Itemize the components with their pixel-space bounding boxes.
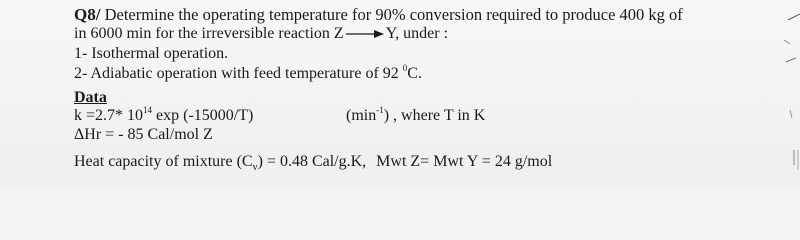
degree-symbol: 0 xyxy=(402,63,408,73)
units-after: ) , where T in K xyxy=(383,107,486,124)
rate-constant-exponent: 14 xyxy=(143,105,153,115)
item-adiabatic xyxy=(74,64,422,83)
rate-constant-prefix: k =2.7* 10 xyxy=(74,107,144,124)
units-before: (min xyxy=(346,107,377,124)
heat-capacity-subscript: v xyxy=(252,162,258,174)
margin-marks-icon xyxy=(760,0,800,188)
units-exponent: -1 xyxy=(376,105,384,115)
rate-constant-suffix: exp (-15000/T) xyxy=(152,107,254,124)
adiabatic-unit: C. xyxy=(407,65,422,82)
reaction-text-before: in 6000 min for the irreversible reaction Z xyxy=(74,25,344,42)
rate-constant-units xyxy=(346,106,485,125)
heat-capacity-after: ) = 0.48 Cal/g.K, xyxy=(257,153,367,170)
item-isothermal: 1- Isothermal operation. xyxy=(74,45,229,62)
adiabatic-text: 2- Adiabatic operation with feed temperature of 92 xyxy=(74,65,403,82)
heat-capacity-before: Heat capacity of mixture (C xyxy=(74,153,253,170)
rate-constant xyxy=(74,106,253,125)
molecular-weight: Mwt Z= Mwt Y = 24 g/mol xyxy=(376,153,553,170)
data-heading: Data xyxy=(74,89,107,106)
heat-capacity-line xyxy=(74,152,552,177)
heat-of-reaction: ΔHr = - 85 Cal/mol Z xyxy=(74,126,213,143)
question-line-1 xyxy=(74,5,683,24)
question-line-2 xyxy=(74,24,448,43)
question-text: Determine the operating temperature for 90% conversion required to produce 400 kg of xyxy=(104,5,683,24)
reaction-text-after: Y, under : xyxy=(385,25,449,42)
reaction-arrow-icon xyxy=(346,29,384,39)
question-number: Q8/ xyxy=(74,5,101,24)
